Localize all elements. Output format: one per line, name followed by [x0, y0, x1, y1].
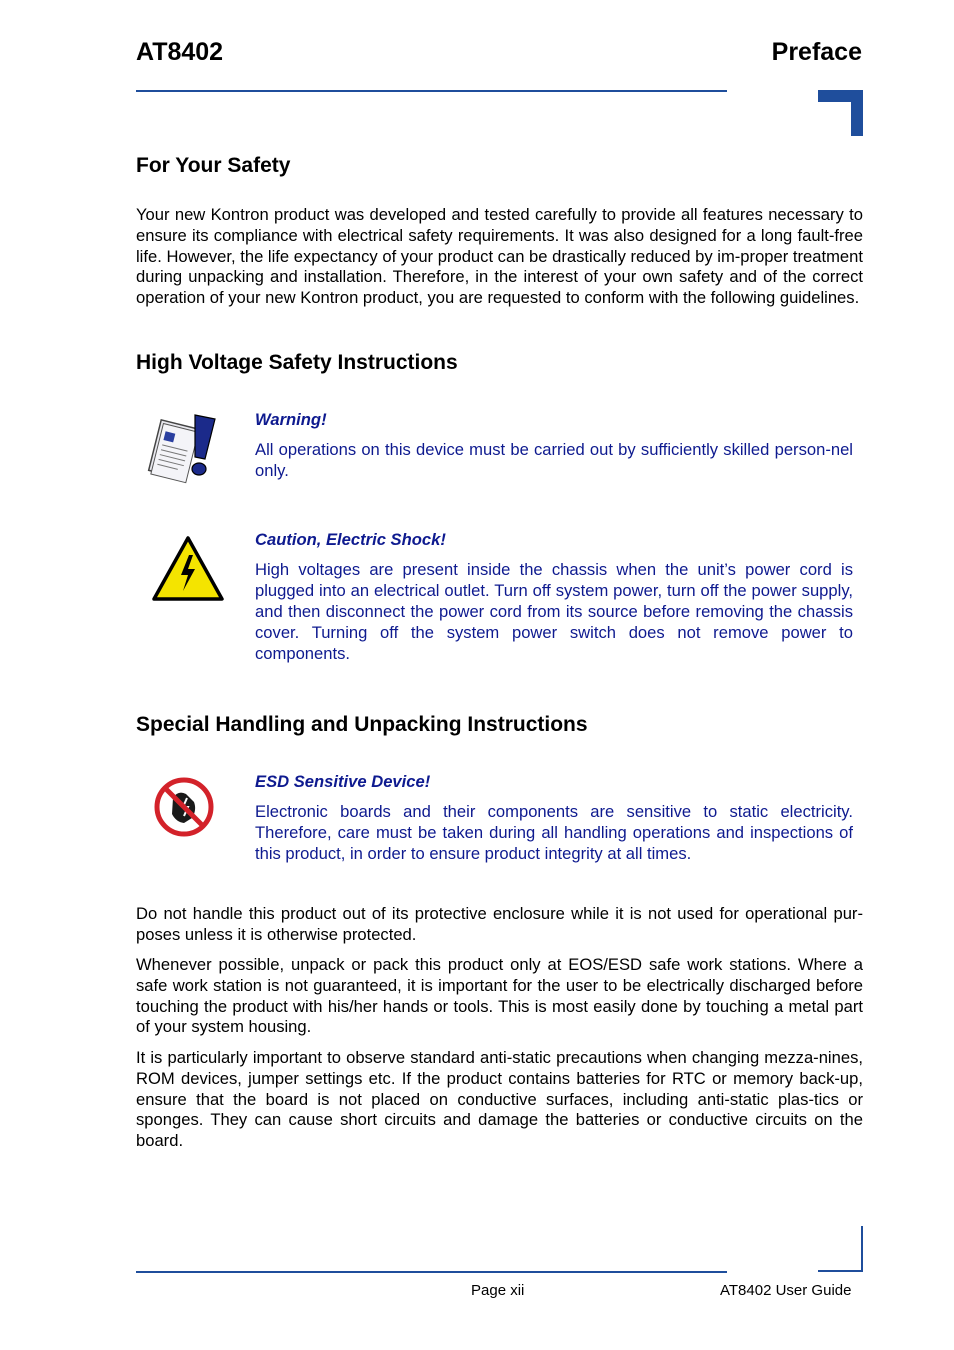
- safety-intro-paragraph: Your new Kontron product was developed and tested carefully to provide all features necessary to ensure its compliance with electrical safety requirements. It was also designed for a long fault-free life. However, the life expectancy of your product can be drastically reduced by im-proper treatment during unpacking and installation. Therefore, in the interest of your own safety and of the correct operation of your new Kontron product, you are requested to conform with the following guidelines.: [136, 205, 863, 308]
- section-title: Preface: [771, 38, 862, 66]
- page-number: Page xii: [471, 1282, 525, 1299]
- guide-name: AT8402 User Guide: [720, 1282, 852, 1299]
- handling-paragraph: Do not handle this product out of its protective enclosure while it is not used for operational pur-poses unless it is otherwise protected.: [136, 904, 863, 944]
- warning-body: All operations on this device must be carried out by sufficiently skilled person-nel only.: [255, 440, 853, 480]
- corner-mark-bottom: [818, 1226, 863, 1272]
- document-title: AT8402: [136, 38, 224, 66]
- heading-for-your-safety: For Your Safety: [136, 154, 291, 177]
- warning-manual-icon: [143, 411, 221, 489]
- handling-paragraph: It is particularly important to observe standard anti-static precautions when changing mezza-nines, ROM devices, jumper settings etc. If the product contains batteries for RTC or memory back-up, ensure that the board is not placed on conductive surfaces, including anti-static plas-tics or sponges. They can cause short circuits and damage the batteries or conductive circuits on the board.: [136, 1048, 863, 1151]
- caution-body: High voltages are present inside the chassis when the unit’s power cord is plugged into an electrical outlet. Turn off system power, turn off the power supply, and then disconnect the power cord from its source before removing the chassis cover. Turning off the system power switch does not remove power to components.: [255, 560, 853, 663]
- electric-shock-icon: [151, 535, 225, 603]
- heading-high-voltage: High Voltage Safety Instructions: [136, 351, 458, 374]
- heading-special-handling: Special Handling and Unpacking Instructions: [136, 713, 588, 736]
- handling-paragraph: Whenever possible, unpack or pack this product only at EOS/ESD safe work stations. Where a safe work station is not guaranteed, it is important for the user to be electrically discharged before touching the product with his/her hands or tools. This is most easily done by touching a metal part of your system housing.: [136, 955, 863, 1037]
- header-rule: [136, 90, 727, 92]
- footer-rule: [136, 1271, 727, 1273]
- esd-body: Electronic boards and their components are sensitive to static electricity. Therefore, care must be taken during all handling operations and inspections of this product, in order to ensure product integrity at all times.: [255, 802, 853, 863]
- warning-title: Warning!: [255, 410, 327, 429]
- esd-prohibited-icon: [154, 776, 214, 838]
- corner-mark-top: [818, 90, 863, 136]
- esd-title: ESD Sensitive Device!: [255, 772, 431, 791]
- caution-title: Caution, Electric Shock!: [255, 530, 446, 549]
